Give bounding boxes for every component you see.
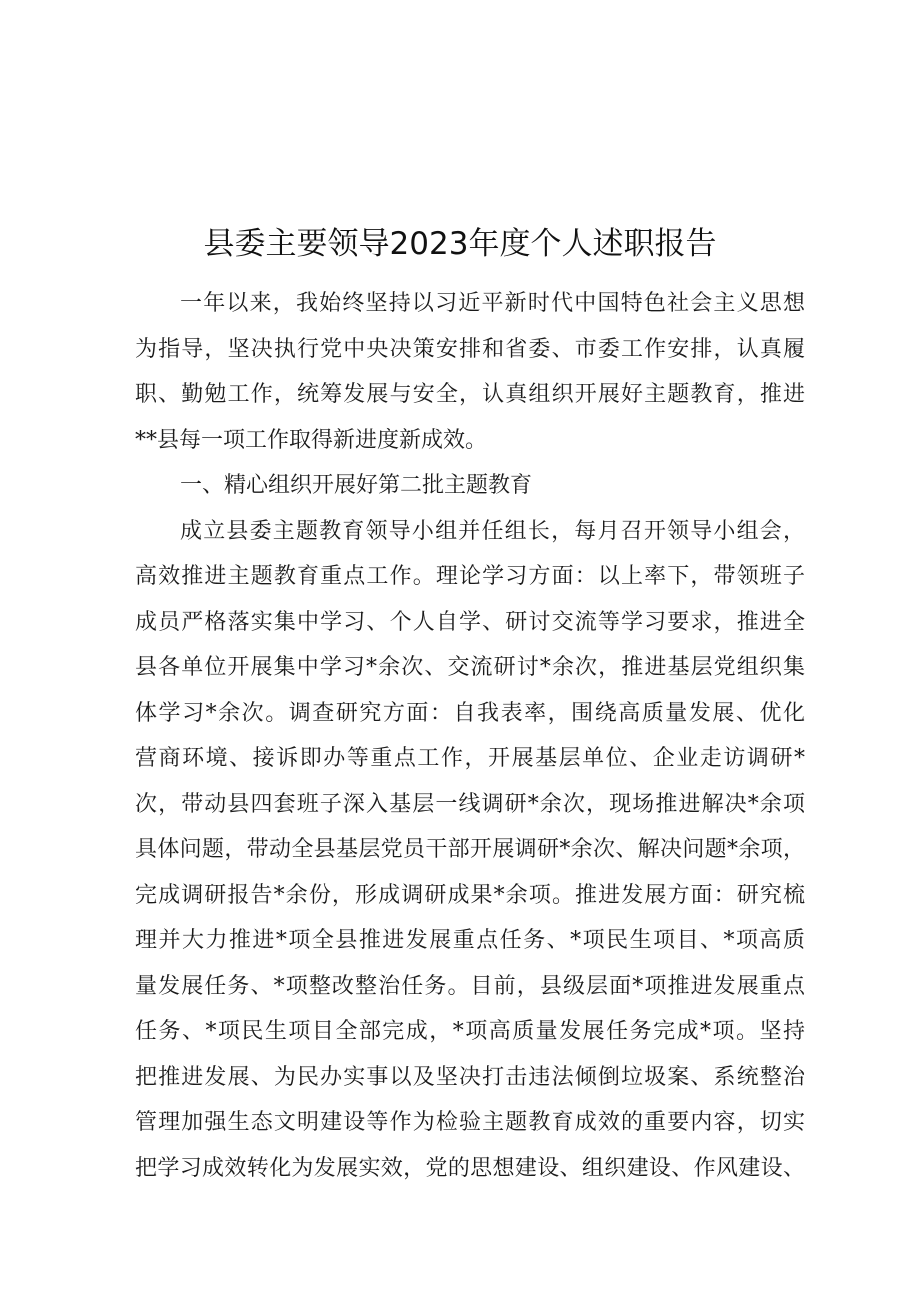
paragraph-line: 理并大力推进*项全县推进发展重点任务、*项民生项目、*项高质 <box>135 928 805 953</box>
document-body <box>135 281 805 1191</box>
paragraph-line: 任务、*项民生项目全部完成，*项高质量发展任务完成*项。坚持 <box>135 1019 805 1044</box>
paragraph-line: 把学习成效转化为发展实效，党的思想建设、组织建设、作风建设、 <box>135 1155 805 1181</box>
paragraph-line: 把推进发展、为民办实事以及坚决打击违法倾倒垃圾案、系统整治 <box>135 1064 805 1090</box>
paragraph-line: 量发展任务、*项整改整治任务。目前，县级层面*项推进发展重点 <box>135 973 805 999</box>
paragraph-line: 完成调研报告*余份，形成调研成果*余项。推进发展方面：研究梳 <box>135 882 805 908</box>
paragraph-line: 职、勤勉工作，统筹发展与安全，认真组织开展好主题教育，推进 <box>135 382 805 407</box>
section-heading: 一、精心组织开展好第二批主题教育 <box>180 473 533 498</box>
paragraph-line: 体学习*余次。调查研究方面：自我表率，围绕高质量发展、优化 <box>135 700 805 726</box>
paragraph-line: 管理加强生态文明建设等作为检验主题教育成效的重要内容，切实 <box>135 1110 805 1135</box>
paragraph-line: 成立县委主题教育领导小组并任组长，每月召开领导小组会， <box>180 518 805 544</box>
paragraph-line: 次，带动县四套班子深入基层一线调研*余次，现场推进解决*余项 <box>135 791 805 817</box>
intro-paragraph <box>135 281 805 463</box>
paragraph-line: 营商环境、接诉即办等重点工作，开展基层单位、企业走访调研* <box>135 746 805 771</box>
paragraph-line: 高效推进主题教育重点工作。理论学习方面：以上率下，带领班子 <box>135 564 805 589</box>
document-title: 县委主要领导2023年度个人述职报告 <box>203 226 717 262</box>
section-paragraph <box>135 509 805 1192</box>
paragraph-line: 为指导，坚决执行党中央决策安排和省委、市委工作安排，认真履 <box>135 336 805 362</box>
paragraph-line: 一年以来，我始终坚持以习近平新时代中国特色社会主义思想 <box>180 291 805 316</box>
paragraph-line: 具体问题，带动全县基层党员干部开展调研*余次、解决问题*余项， <box>135 837 805 862</box>
paragraph-line: 县各单位开展集中学习*余次、交流研讨*余次，推进基层党组织集 <box>135 655 805 680</box>
paragraph-line: 成员严格落实集中学习、个人自学、研讨交流等学习要求，推进全 <box>135 609 805 635</box>
paragraph-line: **县每一项工作取得新进度新成效。 <box>135 427 488 453</box>
